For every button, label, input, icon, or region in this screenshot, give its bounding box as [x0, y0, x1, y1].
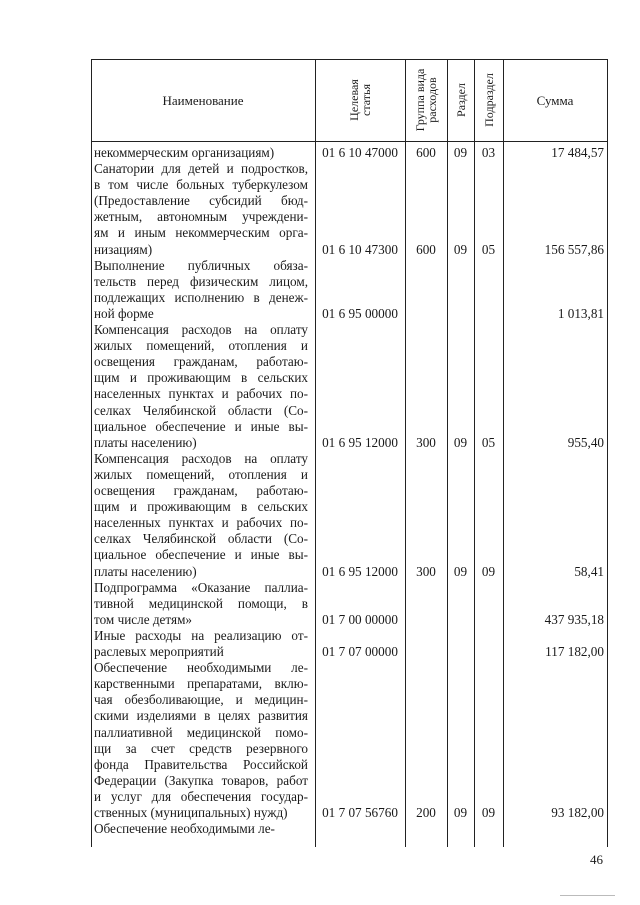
row-sum: 156 557,86 — [544, 241, 604, 257]
table-top-border — [91, 59, 607, 60]
row-name-line: (Предоставление субсидий бюд- — [94, 193, 308, 209]
row-sum: 58,41 — [574, 563, 604, 579]
row-group: 200 — [416, 805, 436, 821]
row-name-line: подлежащих исполнению в денеж- — [94, 289, 308, 305]
row-name-line: тивной медицинской помощи, в — [94, 595, 308, 611]
header-section: Раздел — [453, 83, 468, 117]
row-name-line: некоммерческим организациям) — [94, 145, 275, 160]
row-target-code: 01 6 10 47000 — [322, 145, 398, 160]
row-name-line: Обеспечение необходимыми ле- — [94, 660, 308, 676]
row-group: 300 — [416, 563, 436, 579]
row-section: 09 — [453, 145, 468, 160]
row-name-line: Санатории для детей и подростков, — [94, 161, 308, 177]
row-name-line: Выполнение публичных обяза- — [94, 257, 308, 273]
row-name-line: том числе детям» — [94, 611, 193, 627]
column-border — [474, 59, 475, 847]
row-target-code: 01 7 07 00000 — [322, 644, 398, 660]
row-name — [94, 322, 308, 451]
row-name-line: платы населению) — [94, 563, 197, 579]
row-sum: 117 182,00 — [545, 644, 604, 660]
row-name-line: населенных пунктах и рабочих по- — [94, 515, 308, 531]
row-sum: 93 182,00 — [551, 805, 604, 821]
row-target-code: 01 6 10 47300 — [322, 241, 398, 257]
row-target-code: 01 6 95 00000 — [322, 306, 398, 321]
row-section: 09 — [453, 434, 468, 450]
header-target: Целевая статья — [347, 79, 373, 121]
row-group: 600 — [416, 145, 436, 160]
row-target-code: 01 7 00 00000 — [322, 611, 398, 627]
row-name-line: освещения гражданам, работаю- — [94, 483, 308, 499]
column-border — [447, 59, 448, 847]
row-name-line: низациям) — [94, 241, 153, 257]
row-name-line: в том числе больных туберкулезом — [94, 177, 308, 193]
row-name-line: жилых помещений, отопления и — [94, 466, 308, 482]
row-name-line: и услуг для обеспечения государ- — [94, 788, 308, 804]
row-name — [94, 821, 308, 837]
row-name — [94, 628, 308, 660]
row-section: 09 — [453, 805, 468, 821]
row-section: 09 — [453, 563, 468, 579]
row-target-code: 01 7 07 56760 — [322, 805, 398, 821]
row-name-line: Компенсация расходов на оплату — [94, 450, 308, 466]
row-name — [94, 451, 308, 580]
row-name-line: циальное обеспечение и иные вы- — [94, 547, 308, 563]
row-name-line: раслевых мероприятий — [94, 644, 224, 660]
row-name-line: жетным, автономным учреждени- — [94, 209, 308, 225]
row-name-line: ям и иным некоммерческим орга- — [94, 225, 308, 241]
row-target-code: 01 6 95 12000 — [322, 563, 398, 579]
row-subsection: 05 — [481, 434, 496, 450]
row-name-line: населенных пунктах и рабочих по- — [94, 386, 308, 402]
row-section: 09 — [453, 241, 468, 257]
row-name-line: Обеспечение необходимыми ле- — [94, 821, 275, 837]
header-subsection: Подраздел — [481, 73, 496, 127]
row-name-line: щим и проживающим в сельских — [94, 499, 308, 515]
header-bottom-border — [91, 141, 607, 142]
row-name-line: ственных (муниципальных) нужд) — [94, 805, 288, 821]
row-sum: 437 935,18 — [544, 611, 604, 627]
row-name-line: Компенсация расходов на оплату — [94, 322, 308, 338]
row-name-line: ной форме — [94, 305, 154, 321]
column-border — [607, 59, 608, 847]
row-name-line: чая обезболивающие, и медицин- — [94, 692, 308, 708]
footer-rule — [560, 895, 615, 896]
row-name-line: селках Челябинской области (Со- — [94, 531, 308, 547]
row-name-line: освещения гражданам, работаю- — [94, 354, 308, 370]
row-sum: 1 013,81 — [557, 306, 604, 321]
row-name-line: платы населению) — [94, 434, 197, 450]
row-name-line: Подпрограмма «Оказание паллиа- — [94, 579, 308, 595]
row-subsection: 03 — [481, 145, 496, 160]
column-border — [91, 59, 92, 847]
page-number: 46 — [590, 852, 603, 867]
row-sum: 17 484,57 — [551, 145, 604, 160]
row-name-line: щим и проживающим в сельских — [94, 370, 308, 386]
row-name-line: циальное обеспечение и иные вы- — [94, 418, 308, 434]
row-group: 600 — [416, 241, 436, 257]
row-name — [94, 145, 308, 161]
header-name: Наименование — [162, 93, 244, 108]
header-sum: Сумма — [536, 93, 574, 108]
row-sum: 955,40 — [567, 434, 604, 450]
row-name — [94, 580, 308, 628]
row-name — [94, 161, 308, 258]
row-name-line: тельств перед физическим лицом, — [94, 273, 308, 289]
row-name-line: селках Челябинской области (Со- — [94, 402, 308, 418]
row-target-code: 01 6 95 12000 — [322, 434, 398, 450]
row-name — [94, 660, 308, 821]
column-border — [315, 59, 316, 847]
row-name — [94, 258, 308, 322]
row-name-line: скими изделиями в целях развития — [94, 708, 308, 724]
row-name-line: карственными препаратами, вклю- — [94, 676, 308, 692]
column-border — [503, 59, 504, 847]
header-group: Группа вида расходов — [413, 68, 439, 132]
row-group: 300 — [416, 434, 436, 450]
row-name-line: щи за счет средств резервного — [94, 740, 308, 756]
row-name-line: Иные расходы на реализацию от- — [94, 628, 308, 643]
row-name-line: жилых помещений, отопления и — [94, 338, 308, 354]
row-name-line: Федерации (Закупка товаров, работ — [94, 772, 308, 788]
row-subsection: 05 — [481, 241, 496, 257]
row-subsection: 09 — [481, 563, 496, 579]
column-border — [405, 59, 406, 847]
row-subsection: 09 — [481, 805, 496, 821]
row-name-line: фонда Правительства Российской — [94, 756, 308, 772]
row-name-line: паллиативной медицинской помо- — [94, 724, 308, 740]
